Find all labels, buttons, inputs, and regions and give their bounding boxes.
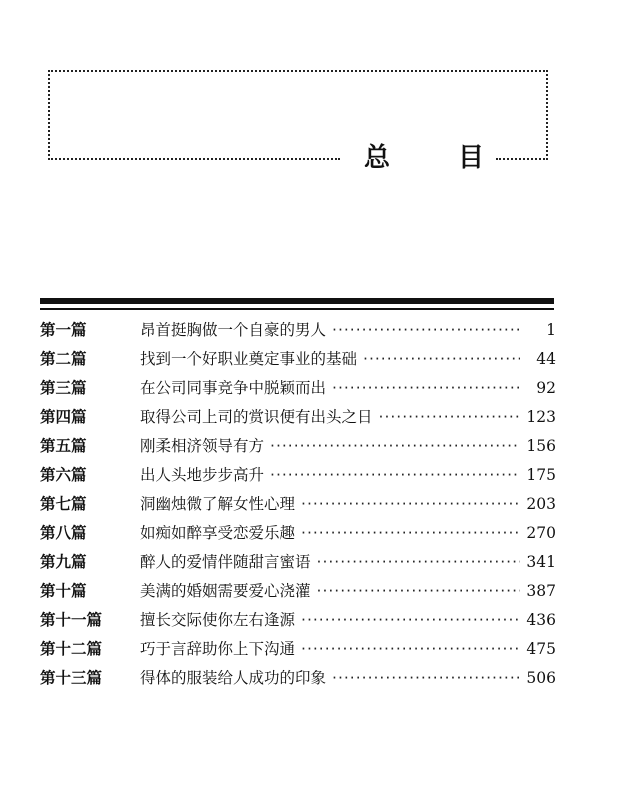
- toc-leader-dots: [270, 466, 520, 484]
- toc-entry-label: 第十二篇: [40, 640, 103, 658]
- toc-entry-page: 436: [526, 611, 556, 629]
- toc-entry-title: 得体的服装给人成功的印象: [140, 669, 327, 687]
- page-title-char-1: 总: [364, 143, 391, 173]
- toc-entry[interactable]: [40, 550, 556, 579]
- toc-entry[interactable]: [40, 318, 556, 347]
- toc-entry-page: 92: [536, 379, 556, 397]
- toc-entry[interactable]: [40, 492, 556, 521]
- toc-entry[interactable]: [40, 347, 556, 376]
- toc-entry-label: 第八篇: [40, 524, 87, 542]
- toc-rule-thin: [40, 308, 554, 310]
- toc-entry-label: 第十三篇: [40, 669, 103, 687]
- toc-entry[interactable]: [40, 463, 556, 492]
- toc-entry-title: 昂首挺胸做一个自豪的男人: [140, 321, 327, 339]
- toc-entry-label: 第九篇: [40, 553, 87, 571]
- toc-entry-page: 1: [546, 321, 556, 339]
- toc-entry-title: 如痴如醉享受恋爱乐趣: [140, 524, 296, 542]
- toc-entry-label: 第二篇: [40, 350, 87, 368]
- page-title: [356, 143, 492, 173]
- toc-leader-dots: [301, 524, 520, 542]
- toc-entry-page: 506: [526, 669, 556, 687]
- toc-leader-dots: [332, 379, 520, 397]
- toc-entry-label: 第六篇: [40, 466, 87, 484]
- toc-leader-dots: [301, 495, 520, 513]
- toc-leader-dots: [301, 640, 520, 658]
- toc-rule-thick: [40, 298, 554, 304]
- toc-entry-page: 341: [526, 553, 556, 571]
- toc-entry-title: 醉人的爱情伴随甜言蜜语: [140, 553, 311, 571]
- toc-leader-dots: [317, 582, 520, 600]
- page-title-char-2: 目: [457, 143, 484, 173]
- title-frame-bottom-right: [496, 158, 548, 160]
- toc-entry-label: 第三篇: [40, 379, 87, 397]
- toc-entry-page: 156: [526, 437, 556, 455]
- toc-entry-label: 第四篇: [40, 408, 87, 426]
- toc-entry-title: 在公司同事竞争中脱颖而出: [140, 379, 327, 397]
- toc-entry[interactable]: [40, 637, 556, 666]
- toc-entry[interactable]: [40, 434, 556, 463]
- toc-leader-dots: [317, 553, 520, 571]
- toc-entry-title: 擅长交际使你左右逢源: [140, 611, 296, 629]
- toc-entry-label: 第十篇: [40, 582, 87, 600]
- toc-leader-dots: [332, 669, 520, 687]
- toc-leader-dots: [301, 611, 520, 629]
- toc-leader-dots: [379, 408, 520, 426]
- toc-entry[interactable]: [40, 579, 556, 608]
- toc-entry-label: 第十一篇: [40, 611, 103, 629]
- table-of-contents: [40, 318, 556, 695]
- toc-entry-title: 洞幽烛微了解女性心理: [140, 495, 296, 513]
- toc-entry[interactable]: [40, 608, 556, 637]
- toc-entry-label: 第一篇: [40, 321, 87, 339]
- toc-entry-page: 270: [526, 524, 556, 542]
- toc-entry-title: 取得公司上司的赏识便有出头之日: [140, 408, 373, 426]
- toc-entry-page: 123: [526, 408, 556, 426]
- toc-entry-page: 475: [526, 640, 556, 658]
- toc-leader-dots: [332, 321, 520, 339]
- toc-entry-page: 387: [526, 582, 556, 600]
- toc-entry[interactable]: [40, 666, 556, 695]
- toc-entry-title: 美满的婚姻需要爱心浇灌: [140, 582, 311, 600]
- toc-leader-dots: [270, 437, 520, 455]
- toc-entry-title: 出人头地步步高升: [140, 466, 265, 484]
- toc-entry-page: 203: [526, 495, 556, 513]
- toc-entry-title: 刚柔相济领导有方: [140, 437, 265, 455]
- toc-entry-label: 第五篇: [40, 437, 87, 455]
- title-frame-bottom-left: [48, 158, 340, 160]
- toc-entry[interactable]: [40, 405, 556, 434]
- toc-entry-page: 44: [536, 350, 556, 368]
- toc-entry-page: 175: [526, 466, 556, 484]
- toc-entry-title: 巧于言辞助你上下沟通: [140, 640, 296, 658]
- toc-entry[interactable]: [40, 521, 556, 550]
- toc-entry-title: 找到一个好职业奠定事业的基础: [140, 350, 358, 368]
- toc-entry[interactable]: [40, 376, 556, 405]
- toc-leader-dots: [363, 350, 520, 368]
- toc-entry-label: 第七篇: [40, 495, 87, 513]
